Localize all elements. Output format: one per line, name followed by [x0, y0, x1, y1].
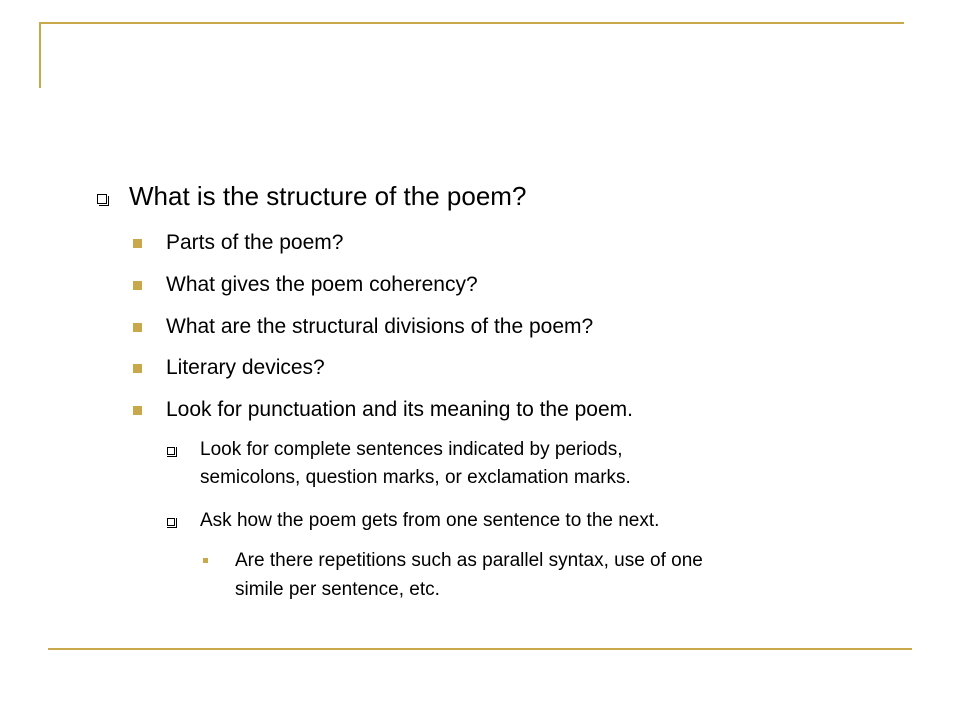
bullet-point: Parts of the poem? — [166, 231, 344, 254]
left-rule — [39, 22, 41, 88]
hollow-square-bullet-icon — [167, 518, 175, 526]
hollow-square-bullet-icon — [97, 194, 107, 204]
filled-square-bullet-icon — [133, 323, 142, 332]
bullet-point: Look for punctuation and its meaning to the poem. — [166, 398, 633, 421]
sub-point-line: semicolons, question marks, or exclamation marks. — [200, 467, 631, 488]
hollow-square-bullet-icon — [167, 447, 175, 455]
sub-point-line: Look for complete sentences indicated by periods, — [200, 439, 623, 460]
small-square-bullet-icon — [203, 558, 208, 563]
detail-line: Are there repetitions such as parallel syntax, use of one — [235, 550, 703, 571]
filled-square-bullet-icon — [133, 239, 142, 248]
bottom-rule — [48, 648, 912, 650]
filled-square-bullet-icon — [133, 281, 142, 290]
filled-square-bullet-icon — [133, 364, 142, 373]
bullet-point: What are the structural divisions of the poem? — [166, 315, 594, 338]
top-rule — [39, 22, 904, 24]
slide-heading: What is the structure of the poem? — [129, 181, 527, 211]
sub-point-line: Ask how the poem gets from one sentence to the next. — [200, 510, 660, 531]
detail-line: simile per sentence, etc. — [235, 579, 440, 600]
bullet-point: Literary devices? — [166, 356, 325, 379]
filled-square-bullet-icon — [133, 406, 142, 415]
bullet-point: What gives the poem coherency? — [166, 273, 478, 296]
